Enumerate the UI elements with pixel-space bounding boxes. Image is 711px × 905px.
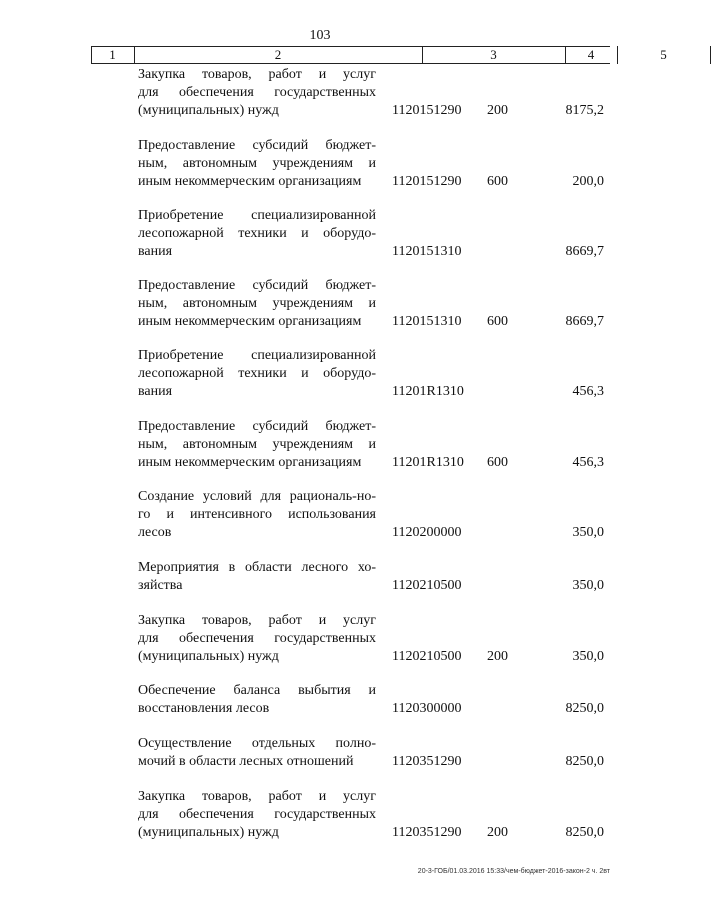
row-code: 1120200000 — [392, 525, 462, 540]
row-code: 11201R1310 — [392, 384, 464, 399]
row-code: 1120210500 — [392, 578, 462, 593]
description-line: ным, автономным учреждениям и — [138, 156, 376, 171]
column-header-3: 3 — [490, 47, 497, 62]
row-code: 1120351290 — [392, 825, 462, 840]
column-header-5: 5 — [660, 47, 667, 62]
description-line: (муниципальных) нужд — [138, 103, 279, 118]
description-line: Приобретение специализированной — [138, 208, 376, 223]
row-description — [138, 788, 376, 842]
description-line: для обеспечения государственных — [138, 807, 376, 822]
description-line: Закупка товаров, работ и услуг — [138, 789, 376, 804]
row-description — [138, 137, 376, 191]
row-code: 1120151310 — [392, 244, 462, 259]
row-description — [138, 418, 376, 472]
description-line: иным некоммерческим организациям — [138, 174, 362, 189]
row-description — [138, 347, 376, 401]
description-line: иным некоммерческим организациям — [138, 455, 362, 470]
description-line: лесопожарной техники и оборудо- — [138, 226, 376, 241]
row-expense-type: 600 — [487, 314, 508, 329]
row-description — [138, 559, 376, 595]
row-description — [138, 735, 376, 771]
row-code: 11201R1310 — [392, 455, 464, 470]
description-line: Мероприятия в области лесного хо- — [138, 560, 376, 575]
column-header-4: 4 — [587, 47, 595, 62]
row-code: 1120151290 — [392, 174, 462, 189]
row-code: 1120151310 — [392, 314, 462, 329]
row-amount: 8669,7 — [565, 244, 604, 259]
row-code: 1120351290 — [392, 754, 462, 769]
row-expense-type: 200 — [487, 103, 508, 118]
description-line: Приобретение специализированной — [138, 348, 376, 363]
row-description — [138, 682, 376, 718]
row-code: 1120210500 — [392, 649, 462, 664]
column-header-1: 1 — [109, 47, 116, 62]
row-expense-type: 200 — [487, 649, 508, 664]
row-amount: 8175,2 — [565, 103, 604, 118]
row-code: 1120300000 — [392, 701, 462, 716]
description-line: Предоставление субсидий бюджет- — [138, 419, 376, 434]
description-line: для обеспечения государственных — [138, 85, 376, 100]
description-line: лесов — [138, 525, 172, 540]
page-number: 103 — [309, 28, 331, 43]
description-line: Предоставление субсидий бюджет- — [138, 278, 376, 293]
row-expense-type: 600 — [487, 455, 508, 470]
row-amount: 8250,0 — [565, 825, 604, 840]
row-amount: 350,0 — [572, 649, 604, 664]
row-amount: 350,0 — [572, 578, 604, 593]
description-line: (муниципальных) нужд — [138, 825, 279, 840]
row-amount: 350,0 — [572, 525, 604, 540]
description-line: Создание условий для рациональ-но- — [138, 489, 376, 504]
description-line: восстановления лесов — [138, 701, 270, 716]
description-line: Закупка товаров, работ и услуг — [138, 67, 376, 82]
description-line: иным некоммерческим организациям — [138, 314, 362, 329]
description-line: мочий в области лесных отношений — [138, 754, 354, 769]
row-amount: 8669,7 — [565, 314, 604, 329]
description-line: для обеспечения государственных — [138, 631, 376, 646]
description-line: го и интенсивного использования — [138, 507, 376, 522]
description-line: (муниципальных) нужд — [138, 649, 279, 664]
row-amount: 8250,0 — [565, 754, 604, 769]
description-line: Предоставление субсидий бюджет- — [138, 138, 376, 153]
row-amount: 8250,0 — [565, 701, 604, 716]
row-description — [138, 277, 376, 331]
description-line: вания — [138, 244, 173, 259]
description-line: вания — [138, 384, 173, 399]
description-line: Осуществление отдельных полно- — [138, 736, 376, 751]
footer-stamp: 20-3-ГОБ/01.03.2016 15:33/чем-бюджет-2016-закон-2 ч. 2вт — [417, 868, 610, 875]
row-code: 1120151290 — [392, 103, 462, 118]
description-line: ным, автономным учреждениям и — [138, 437, 376, 452]
row-description — [138, 66, 376, 120]
description-line: Обеспечение баланса выбытия и — [138, 683, 376, 698]
table-header-row — [91, 46, 667, 64]
row-amount: 200,0 — [572, 174, 604, 189]
row-description — [138, 488, 376, 542]
description-line: лесопожарной техники и оборудо- — [138, 366, 376, 381]
description-line: зяйства — [138, 578, 183, 593]
row-expense-type: 200 — [487, 825, 508, 840]
row-expense-type: 600 — [487, 174, 508, 189]
row-amount: 456,3 — [572, 384, 604, 399]
column-header-2: 2 — [274, 47, 282, 62]
row-description — [138, 612, 376, 666]
row-description — [138, 207, 376, 261]
description-line: ным, автономным учреждениям и — [138, 296, 376, 311]
row-amount: 456,3 — [572, 455, 604, 470]
description-line: Закупка товаров, работ и услуг — [138, 613, 376, 628]
